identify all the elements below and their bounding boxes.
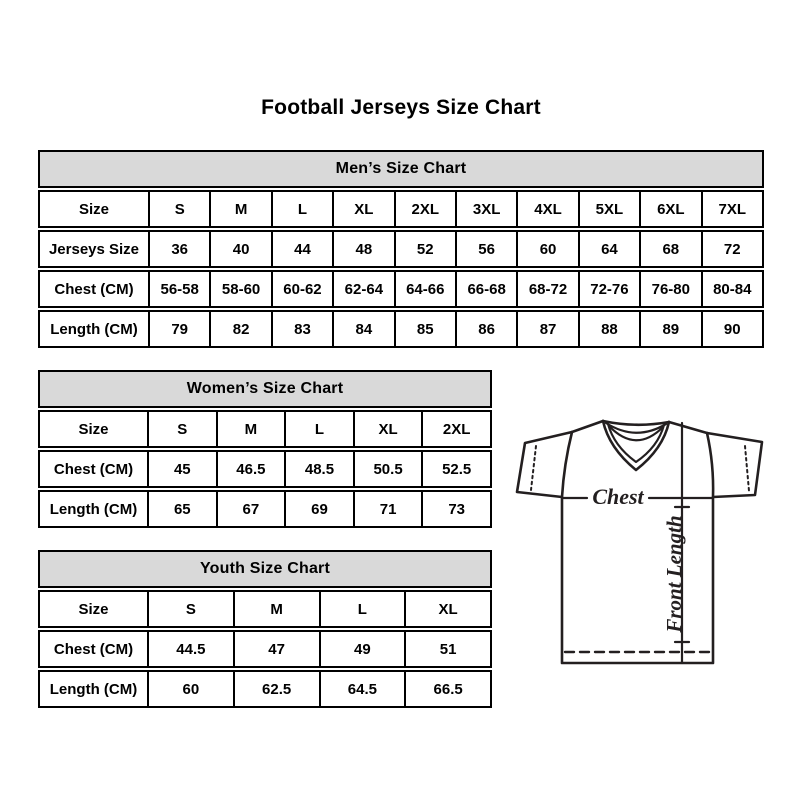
table-cell: 84	[334, 310, 395, 348]
table-cell: 48	[334, 230, 395, 268]
table-cell: 52	[396, 230, 457, 268]
table-row	[38, 410, 492, 448]
row-header-cell: Chest (CM)	[38, 270, 150, 308]
youth-size-table	[38, 548, 492, 710]
table-cell: 62-64	[334, 270, 395, 308]
table-cell: L	[321, 590, 407, 628]
table-cell: 3XL	[457, 190, 518, 228]
table-cell: 65	[149, 490, 218, 528]
table-cell: 58-60	[211, 270, 272, 308]
table-cell: 64-66	[396, 270, 457, 308]
row-header-cell: Size	[38, 190, 150, 228]
table-cell: 50.5	[355, 450, 424, 488]
table-caption: Youth Size Chart	[38, 550, 492, 588]
table-cell: L	[286, 410, 355, 448]
table-caption: Women’s Size Chart	[38, 370, 492, 408]
table-cell: 6XL	[641, 190, 702, 228]
table-cell: 47	[235, 630, 321, 668]
table-row	[38, 490, 492, 528]
table-row	[38, 450, 492, 488]
table-cell: 89	[641, 310, 702, 348]
table-cell: 44.5	[149, 630, 235, 668]
row-header-cell: Size	[38, 590, 149, 628]
row-header-cell: Size	[38, 410, 149, 448]
table-cell: 45	[149, 450, 218, 488]
table-cell: 60-62	[273, 270, 334, 308]
table-cell: 5XL	[580, 190, 641, 228]
table-cell: 51	[406, 630, 492, 668]
table-row	[38, 670, 492, 708]
table-cell: 44	[273, 230, 334, 268]
table-cell: 68-72	[518, 270, 579, 308]
row-header-cell: Length (CM)	[38, 490, 149, 528]
table-row	[38, 230, 764, 268]
table-cell: 60	[149, 670, 235, 708]
table-cell: 72	[703, 230, 764, 268]
table-cell: 60	[518, 230, 579, 268]
table-cell: 69	[286, 490, 355, 528]
table-cell: 90	[703, 310, 764, 348]
table-cell: XL	[334, 190, 395, 228]
cuff-dotted-line-left	[531, 446, 536, 490]
table-cell: 71	[355, 490, 424, 528]
table-cell: 83	[273, 310, 334, 348]
table-cell: 76-80	[641, 270, 702, 308]
sleeve-seam-right	[707, 433, 713, 497]
table-cell: 49	[321, 630, 407, 668]
table-cell: 72-76	[580, 270, 641, 308]
jersey-diagram-svg	[505, 406, 777, 668]
table-cell: 2XL	[423, 410, 492, 448]
table-caption: Men’s Size Chart	[38, 150, 764, 188]
table-cell: 66-68	[457, 270, 518, 308]
table-cell: 48.5	[286, 450, 355, 488]
front-length-label: Front Length	[662, 515, 686, 633]
table-cell: XL	[355, 410, 424, 448]
jersey-measurement-diagram	[505, 406, 777, 668]
table-cell: 56-58	[150, 270, 211, 308]
table-cell: 73	[423, 490, 492, 528]
table-cell: 87	[518, 310, 579, 348]
table-cell: 46.5	[218, 450, 287, 488]
table-row	[38, 310, 764, 348]
table-cell: XL	[406, 590, 492, 628]
table-cell: 66.5	[406, 670, 492, 708]
table-cell: M	[235, 590, 321, 628]
table-row	[38, 590, 492, 628]
page-title: Football Jerseys Size Chart	[261, 96, 541, 119]
table-cell: M	[211, 190, 272, 228]
table-cell: 68	[641, 230, 702, 268]
table-cell: S	[150, 190, 211, 228]
table-cell: 2XL	[396, 190, 457, 228]
jersey-outline	[517, 421, 762, 663]
table-row	[38, 630, 492, 668]
table-cell: 88	[580, 310, 641, 348]
table-cell: 36	[150, 230, 211, 268]
table-cell: S	[149, 590, 235, 628]
mens-size-table	[38, 148, 764, 350]
table-row	[38, 190, 764, 228]
table-cell: 40	[211, 230, 272, 268]
table-cell: S	[149, 410, 218, 448]
row-header-cell: Jerseys Size	[38, 230, 150, 268]
table-cell: 86	[457, 310, 518, 348]
table-cell: 67	[218, 490, 287, 528]
table-cell: 64	[580, 230, 641, 268]
row-header-cell: Chest (CM)	[38, 630, 149, 668]
table-cell: 52.5	[423, 450, 492, 488]
table-cell: 4XL	[518, 190, 579, 228]
table-cell: 62.5	[235, 670, 321, 708]
table-cell: 80-84	[703, 270, 764, 308]
row-header-cell: Length (CM)	[38, 310, 150, 348]
chest-label: Chest	[592, 484, 644, 509]
row-header-cell: Chest (CM)	[38, 450, 149, 488]
cuff-dotted-line-right	[745, 446, 749, 491]
table-cell: 85	[396, 310, 457, 348]
table-row	[38, 270, 764, 308]
table-cell: M	[218, 410, 287, 448]
table-cell: 82	[211, 310, 272, 348]
table-cell: L	[273, 190, 334, 228]
row-header-cell: Length (CM)	[38, 670, 149, 708]
table-cell: 79	[150, 310, 211, 348]
table-cell: 64.5	[321, 670, 407, 708]
sleeve-seam-left	[562, 432, 572, 497]
table-cell: 7XL	[703, 190, 764, 228]
table-cell: 56	[457, 230, 518, 268]
womens-size-table	[38, 368, 492, 530]
collar-back-arc-outer	[603, 421, 669, 425]
